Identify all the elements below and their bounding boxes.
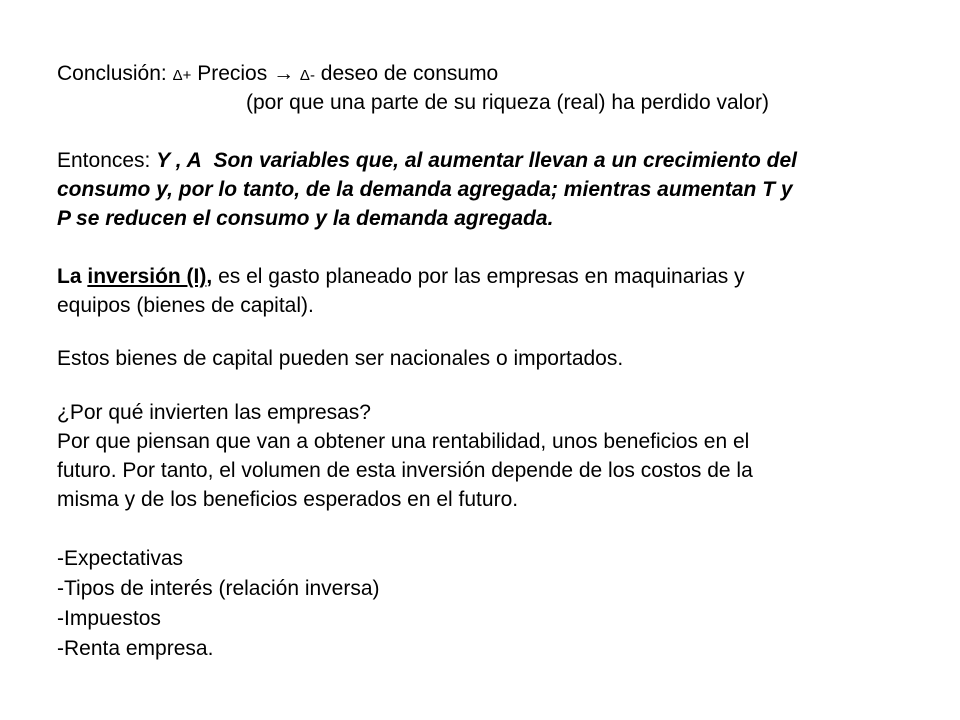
factor-item: -Renta empresa. <box>57 637 214 660</box>
factor-item: -Tipos de interés (relación inversa) <box>57 577 380 600</box>
entonces-line-1 <box>57 146 797 175</box>
entonces-line-2: consumo y, por lo tanto, de la demanda agregada; mientras aumentan T y <box>57 178 793 201</box>
conclusion-rest: deseo de consumo <box>320 62 499 85</box>
inversion-term: inversión (I), <box>87 265 213 288</box>
inversion-line-1 <box>57 262 745 291</box>
question-line: ¿Por qué invierten las empresas? <box>57 401 371 424</box>
conclusion-explanation: (por que una parte de su riqueza (real) ha perdido valor) <box>246 91 769 114</box>
inversion-line-2: equipos (bienes de capital). <box>57 294 314 317</box>
answer-line-2: futuro. Por tanto, el volumen de esta inversión depende de los costos de la <box>57 459 753 482</box>
answer-line-3: misma y de los beneficios esperados en el futuro. <box>57 488 519 511</box>
arrow-icon: → <box>273 62 295 85</box>
delta-minus-symbol: Δ- <box>299 67 315 84</box>
capital-line: Estos bienes de capital pueden ser nacionales o importados. <box>57 347 624 370</box>
entonces-text-1: Son variables que, al aumentar llevan a un crecimiento del <box>213 149 797 172</box>
inversion-definition: es el gasto planeado por las empresas en maquinarias y <box>218 265 745 288</box>
entonces-label: Entonces: <box>57 149 151 172</box>
conclusion-line <box>57 59 498 90</box>
factor-item: -Expectativas <box>57 547 184 570</box>
delta-plus-symbol: Δ+ <box>172 67 192 84</box>
entonces-line-3: P se reducen el consumo y la demanda agregada. <box>57 207 554 230</box>
precios-word: Precios <box>197 62 268 85</box>
conclusion-label: Conclusión: <box>57 62 167 85</box>
inversion-la: La <box>57 265 82 288</box>
answer-line-1: Por que piensan que van a obtener una rentabilidad, unos beneficios en el <box>57 430 750 453</box>
factor-item: -Impuestos <box>57 607 161 630</box>
entonces-variables: Y , A <box>156 149 202 172</box>
